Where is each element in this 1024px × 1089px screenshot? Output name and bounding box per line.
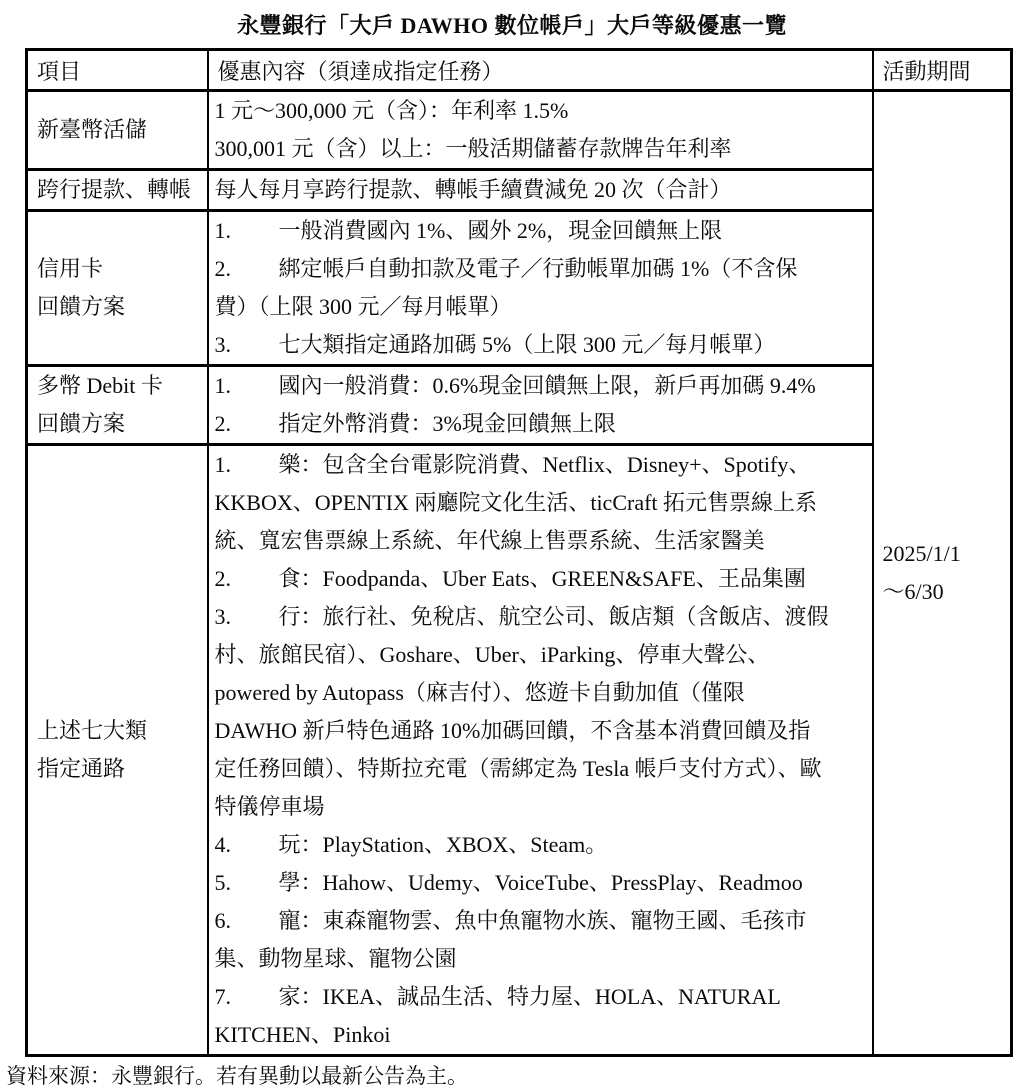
- item-label-line: 回饋方案: [37, 411, 126, 436]
- content-line: [215, 326, 864, 364]
- content-line: powered by Autopass（麻吉付）、悠遊卡自動加值（僅限: [214, 680, 745, 705]
- item-cell: [27, 366, 208, 445]
- table-row: [27, 170, 1012, 211]
- list-text: 寵：東森寵物雲、魚中魚寵物水族、寵物王國、毛孩市: [278, 908, 807, 933]
- item-cell: [27, 170, 208, 211]
- list-text: 食：Foodpanda、Uber Eats、GREEN&SAFE、王品集團: [278, 566, 806, 591]
- content-line: [215, 212, 864, 250]
- header-cell-period: 活動期間: [873, 50, 1012, 91]
- content-line: 特儀停車場: [214, 794, 325, 819]
- list-text: 玩：PlayStation、XBOX、Steam。: [278, 832, 608, 857]
- content-line: [215, 864, 864, 902]
- item-label-line: 回饋方案: [37, 294, 126, 319]
- content-line: [215, 598, 864, 636]
- list-number: 5.: [214, 870, 231, 895]
- content-line: DAWHO 新戶特色通路 10%加碼回饋，不含基本消費回饋及指: [214, 718, 811, 743]
- list-number: 2.: [214, 256, 231, 281]
- benefits-table-body: [27, 91, 1012, 1056]
- benefits-table: [25, 48, 1013, 1057]
- list-text: 國內一般消費：0.6%現金回饋無上限，新戶再加碼 9.4%: [278, 373, 816, 398]
- content-line: [215, 405, 864, 443]
- header-row: [27, 50, 1012, 91]
- content-line: 集、動物星球、寵物公園: [214, 946, 457, 971]
- item-cell: [27, 91, 208, 170]
- content-line: 每人每月享跨行提款、轉帳手續費減免 20 次（合計）: [214, 177, 732, 202]
- list-number: 3.: [214, 332, 231, 357]
- list-number: 7.: [214, 984, 231, 1009]
- item-label-line: 新臺幣活儲: [37, 117, 148, 142]
- item-label-line: 多幣 Debit 卡: [37, 373, 163, 398]
- content-line: 300,001 元（含）以上：一般活期儲蓄存款牌告年利率: [214, 136, 732, 161]
- list-text: 指定外幣消費：3%現金回饋無上限: [278, 411, 616, 436]
- content-line: 定任務回饋）、特斯拉充電（需綁定為 Tesla 帳戶支付方式）、歐: [214, 756, 822, 781]
- period-line: 2025/1/1: [882, 541, 961, 566]
- content-cell: [208, 445, 873, 1056]
- period-cell: [873, 91, 1012, 1056]
- list-text: 一般消費國內 1%、國外 2%，現金回饋無上限: [278, 218, 723, 243]
- table-row: [27, 445, 1012, 1056]
- item-label-line: 跨行提款、轉帳: [37, 177, 192, 202]
- list-text: 行：旅行社、免稅店、航空公司、飯店類（含飯店、渡假: [278, 604, 829, 629]
- content-cell: [208, 170, 873, 211]
- content-line: [215, 446, 864, 484]
- content-line: [215, 367, 864, 405]
- list-number: 1.: [214, 218, 231, 243]
- list-number: 4.: [214, 832, 231, 857]
- list-number: 6.: [214, 908, 231, 933]
- content-line: [215, 978, 864, 1016]
- content-cell: [208, 366, 873, 445]
- source-note: 資料來源：永豐銀行。若有異動以最新公告為主。: [6, 1064, 468, 1088]
- content-line: [215, 826, 864, 864]
- list-number: 2.: [214, 566, 231, 591]
- content-line: 村、旅館民宿）、Goshare、Uber、iParking、停車大聲公、: [214, 642, 770, 667]
- content-line: KITCHEN、Pinkoi: [214, 1022, 391, 1047]
- list-number: 1.: [214, 452, 231, 477]
- content-line: [215, 560, 864, 598]
- header-cell-item: 項目: [27, 50, 208, 91]
- list-text: 綁定帳戶自動扣款及電子／行動帳單加碼 1%（不含保: [278, 256, 798, 281]
- content-line: KKBOX、OPENTIX 兩廳院文化生活、ticCraft 拓元售票線上系: [214, 490, 818, 515]
- item-cell: [27, 211, 208, 366]
- item-label-line: 信用卡: [37, 256, 104, 281]
- header-cell-content: 優惠內容（須達成指定任務）: [208, 50, 873, 91]
- content-line: 費）（上限 300 元／每月帳單）: [214, 294, 512, 319]
- table-row: [27, 366, 1012, 445]
- list-text: 學：Hahow、Udemy、VoiceTube、PressPlay、Readmoo: [278, 870, 803, 895]
- list-text: 樂：包含全台電影院消費、Netflix、Disney+、Spotify、: [278, 452, 811, 477]
- content-cell: [208, 211, 873, 366]
- table-row: [27, 91, 1012, 170]
- page-title: 永豐銀行「大戶 DAWHO 數位帳戶」大戶等級優惠一覽: [236, 13, 788, 38]
- list-text: 七大類指定通路加碼 5%（上限 300 元／每月帳單）: [278, 332, 776, 357]
- content-line: [215, 250, 864, 288]
- list-number: 1.: [214, 373, 231, 398]
- item-cell: [27, 445, 208, 1056]
- item-label-line: 上述七大類: [37, 718, 148, 743]
- item-label-line: 指定通路: [37, 756, 126, 781]
- table-row: [27, 211, 1012, 366]
- content-line: 1 元～300,000 元（含）：年利率 1.5%: [214, 98, 569, 123]
- content-cell: [208, 91, 873, 170]
- list-number: 3.: [214, 604, 231, 629]
- content-line: [215, 902, 864, 940]
- content-line: 統、寬宏售票線上系統、年代線上售票系統、生活家醫美: [214, 528, 765, 553]
- list-text: 家：IKEA、誠品生活、特力屋、HOLA、NATURAL: [278, 984, 781, 1009]
- list-number: 2.: [214, 411, 231, 436]
- period-line: ～6/30: [882, 579, 944, 604]
